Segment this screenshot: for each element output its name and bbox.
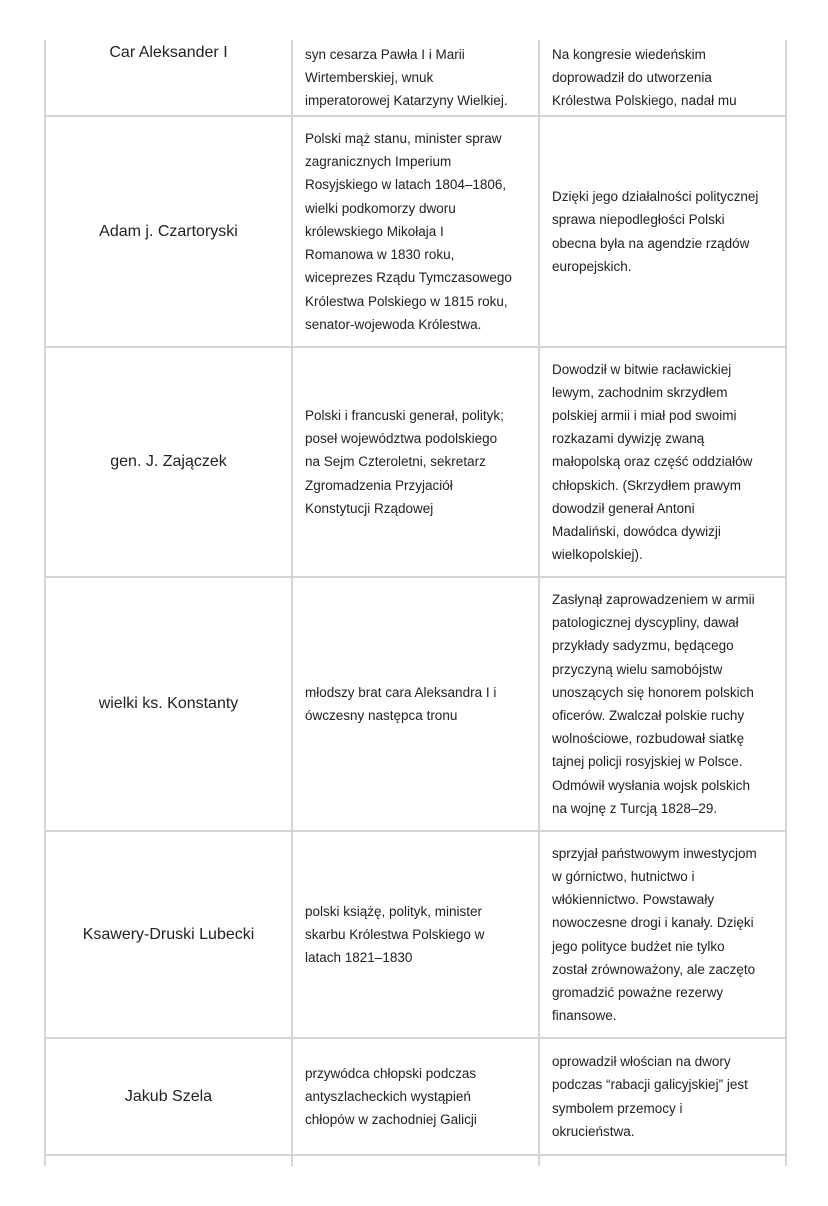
name-cell bbox=[44, 832, 291, 1037]
significance-cell bbox=[538, 40, 787, 115]
text-line: unoszących się honorem polskich bbox=[552, 684, 754, 700]
text-line: okrucieństwa. bbox=[552, 1123, 635, 1139]
text-line: obecna była na agendzie rządów bbox=[552, 235, 750, 251]
significance-cell bbox=[538, 117, 787, 346]
text-line: polski książę, polityk, minister bbox=[305, 903, 483, 919]
text-line: nowoczesne drogi i kanały. Dzięki bbox=[552, 915, 754, 931]
text-line: Zgromadzenia Przyjaciół bbox=[305, 477, 453, 493]
text-line: senator-wojewoda Królestwa. bbox=[305, 316, 482, 332]
text-line: Królestwa Polskiego, nadał mu bbox=[552, 93, 737, 109]
name-cell bbox=[44, 1156, 291, 1166]
description-cell bbox=[291, 1156, 538, 1166]
text-line: lewym, zachodnim skrzydłem bbox=[552, 384, 728, 400]
significance-cell bbox=[538, 578, 787, 830]
text-line: Zasłynął zaprowadzeniem w armii bbox=[552, 591, 755, 607]
text-line: został zrównoważony, ale zaczęto bbox=[552, 961, 756, 977]
table-row bbox=[44, 1156, 787, 1166]
text-line: młodszy brat cara Aleksandra I i bbox=[305, 684, 497, 700]
text-line: w górnictwo, hutnictwo i bbox=[552, 868, 695, 884]
table-row bbox=[44, 40, 787, 117]
text-line: przyczyną wielu samobójstw bbox=[552, 661, 723, 677]
text-line: Dzięki jego działalności politycznej bbox=[552, 189, 759, 205]
description-cell bbox=[291, 117, 538, 346]
text-line: ówczesny następca tronu bbox=[305, 708, 458, 723]
name-cell bbox=[44, 348, 291, 576]
table-row bbox=[44, 578, 787, 832]
person-name: Ksawery-Druski Lubecki bbox=[82, 925, 255, 943]
text-line: przykłady sadyzmu, będącego bbox=[552, 638, 734, 654]
text-line: Na kongresie wiedeńskim bbox=[552, 47, 706, 62]
text-line: wolnościowe, rozbudował siatkę bbox=[552, 731, 745, 747]
description-cell bbox=[291, 578, 538, 830]
description-cell bbox=[291, 1039, 538, 1154]
text-line: Polski i francuski generał, polityk; bbox=[305, 407, 504, 423]
significance-cell bbox=[538, 1156, 787, 1166]
text-line: dowodził generał Antoni bbox=[552, 500, 695, 516]
name-cell bbox=[44, 40, 291, 115]
text-line: na Sejm Czteroletni, sekretarz bbox=[305, 454, 486, 470]
text-line: oprowadził włościan na dwory bbox=[552, 1054, 731, 1070]
text-line: Odmówił wysłania wojsk polskich bbox=[552, 777, 751, 793]
text-line: sprzyjał państwowym inwestycjom bbox=[552, 845, 757, 861]
person-name: Car Aleksander I bbox=[109, 44, 228, 61]
text-line: wiceprezes Rządu Tymczasowego bbox=[305, 270, 512, 286]
name-cell bbox=[44, 117, 291, 346]
text-line: rozkazami dywizję zwaną bbox=[552, 431, 705, 447]
text-line: poseł województwa podolskiego bbox=[305, 431, 498, 447]
text-line: Polski mąż stanu, minister spraw bbox=[305, 131, 502, 147]
table-row bbox=[44, 1039, 787, 1156]
name-cell bbox=[44, 1039, 291, 1154]
person-name: Adam j. Czartoryski bbox=[99, 222, 238, 240]
text-line: Dowodził w bitwie racławickiej bbox=[552, 361, 732, 377]
text-line: przywódca chłopski podczas bbox=[305, 1065, 477, 1081]
text-line: patologicznej dyscypliny, dawał bbox=[552, 615, 739, 631]
description-cell bbox=[291, 348, 538, 576]
person-name: Jakub Szela bbox=[124, 1087, 213, 1105]
table-row bbox=[44, 117, 787, 348]
text-line: małopolską oraz część oddziałów bbox=[552, 454, 753, 470]
text-line: wielkopolskiej). bbox=[552, 547, 643, 563]
person-name: wielki ks. Konstanty bbox=[98, 695, 239, 712]
text-line: finansowe. bbox=[552, 1008, 617, 1024]
significance-cell bbox=[538, 348, 787, 576]
figures-table bbox=[44, 40, 787, 1166]
text-line: sprawa niepodległości Polski bbox=[552, 212, 725, 228]
text-line: zagranicznych Imperium bbox=[305, 154, 452, 170]
person-name: gen. J. Zajączek bbox=[110, 453, 227, 470]
text-line: tajnej policji rosyjskiej w Polsce. bbox=[552, 754, 743, 770]
text-line: Rosyjskiego w latach 1804–1806, bbox=[305, 177, 507, 193]
description-cell bbox=[291, 40, 538, 115]
text-line: imperatorowej Katarzyny Wielkiej. bbox=[305, 93, 508, 109]
text-line: Madaliński, dowódca dywizji bbox=[552, 524, 721, 539]
text-line: Romanowa w 1830 roku, bbox=[305, 247, 455, 263]
table-row bbox=[44, 832, 787, 1039]
text-line: włókiennictwo. Powstawały bbox=[552, 892, 715, 908]
text-line: skarbu Królestwa Polskiego w bbox=[305, 926, 485, 942]
text-line: Wirtemberskiej, wnuk bbox=[305, 70, 434, 86]
text-line: chłopskich. (Skrzydłem prawym bbox=[552, 477, 742, 493]
text-line: na wojnę z Turcją 1828–29. bbox=[552, 800, 718, 816]
text-line: antyszlacheckich wystąpień bbox=[305, 1088, 471, 1104]
table-row bbox=[44, 348, 787, 578]
text-line: oficerów. Zwalczał polskie ruchy bbox=[552, 708, 745, 723]
text-line: europejskich. bbox=[552, 258, 632, 274]
text-line: Konstytucji Rządowej bbox=[305, 500, 434, 516]
significance-cell bbox=[538, 832, 787, 1037]
text-line: chłopów w zachodniej Galicji bbox=[305, 1112, 477, 1128]
text-line: wielki podkomorzy dworu bbox=[305, 200, 456, 216]
significance-cell bbox=[538, 1039, 787, 1154]
text-line: podczas “rabacji galicyjskiej” jest bbox=[552, 1077, 748, 1093]
text-line: syn cesarza Pawła I i Marii bbox=[305, 47, 465, 62]
text-line: gromadzić poważne rezerwy bbox=[552, 984, 724, 1000]
text-line: polskiej armii i miał pod swoimi bbox=[552, 407, 737, 423]
name-cell bbox=[44, 578, 291, 830]
text-line: królewskiego Mikołaja I bbox=[305, 223, 444, 239]
description-cell bbox=[291, 832, 538, 1037]
text-line: latach 1821–1830 bbox=[305, 950, 413, 966]
text-line: doprowadził do utworzenia bbox=[552, 70, 712, 86]
text-line: Królestwa Polskiego w 1815 roku, bbox=[305, 293, 508, 309]
text-line: symbolem przemocy i bbox=[552, 1100, 683, 1116]
text-line: jego polityce budżet nie tylko bbox=[552, 938, 725, 954]
